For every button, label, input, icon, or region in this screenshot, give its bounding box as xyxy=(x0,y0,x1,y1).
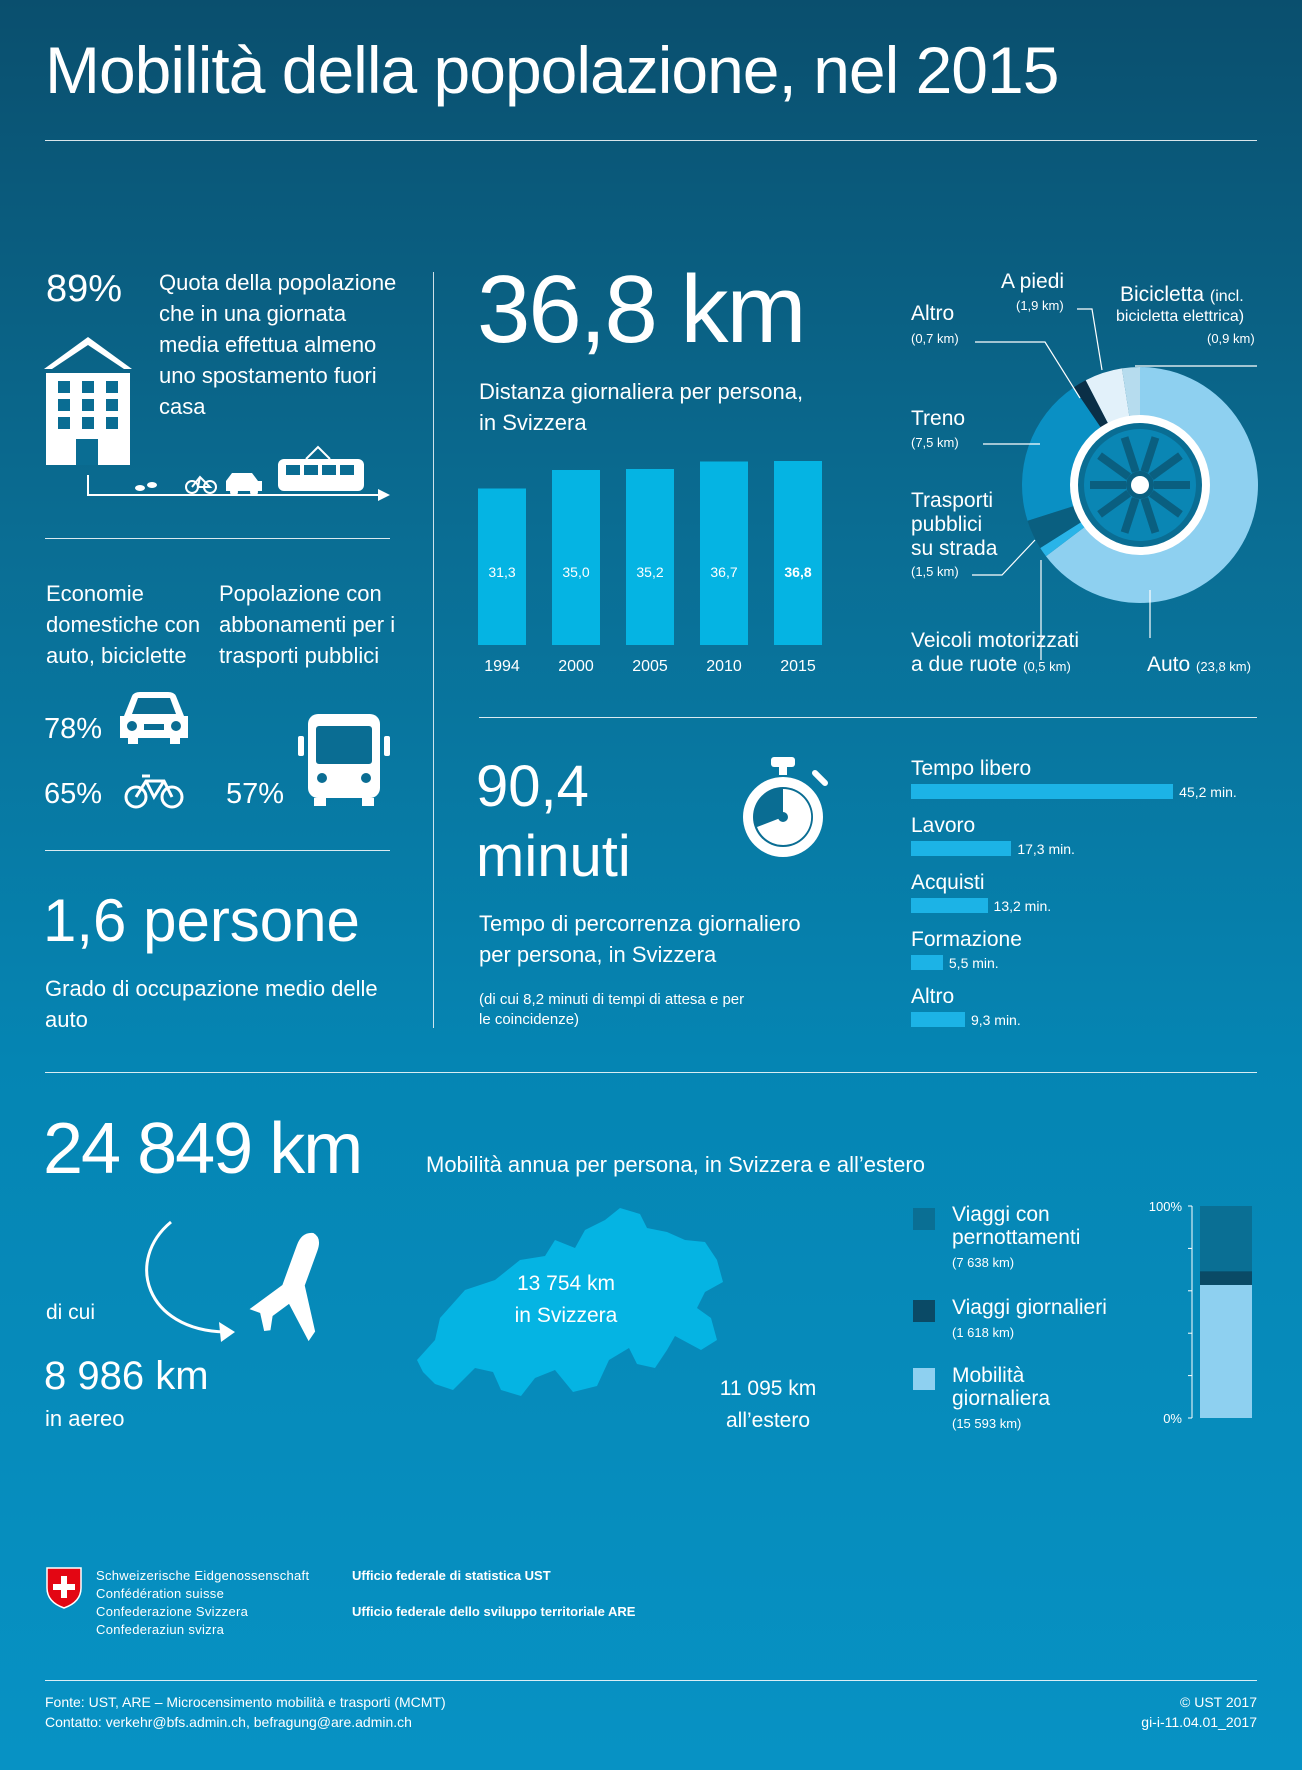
source-text: Fonte: UST, ARE – Microcensimento mobilità e trasporti (MCMT) xyxy=(45,1694,446,1710)
airplane-icon xyxy=(231,1230,356,1358)
pie-label-tps-1: Trasporti xyxy=(911,489,994,512)
households-label-pt: Popolazione con abbonamenti per i trasporti pubblici xyxy=(219,581,396,668)
bicycle-icon xyxy=(124,771,186,811)
legend-day-trips-1: Viaggi giornalieri xyxy=(952,1296,1107,1319)
divider xyxy=(479,717,1257,718)
graphic-code: gi-i-11.04.01_2017 xyxy=(1141,1714,1257,1730)
pie-label-auto-name: Auto xyxy=(1147,653,1191,676)
pie-value-treno: (7,5 km) xyxy=(911,435,959,450)
abroad-value: 11 095 km xyxy=(719,1377,817,1400)
households-label-car-bike: Economie domestiche con auto, biciclette xyxy=(46,581,201,668)
ch-text: in Svizzera xyxy=(514,1304,618,1327)
pie-label-moto-1: Veicoli motorizzati xyxy=(911,629,1080,652)
time-text: Tempo di percorrenza giornaliero per persona, in Svizzera xyxy=(479,911,801,967)
car-front-icon xyxy=(118,690,190,746)
bus-icon xyxy=(296,712,392,808)
divider xyxy=(45,140,1257,141)
pie-label-piedi: A piedi xyxy=(1001,270,1065,293)
pie-label-tps xyxy=(911,489,997,561)
pie-label-auto xyxy=(1147,653,1251,677)
car-icon xyxy=(226,473,262,496)
bar-2000 xyxy=(552,470,600,645)
building-icon xyxy=(44,337,132,465)
annual-value: 24 849 km xyxy=(43,1109,362,1189)
stack-segment-0 xyxy=(1200,1285,1252,1418)
pie-value-bici: (0,9 km) xyxy=(1207,331,1255,346)
mode-donut-chart xyxy=(1010,355,1270,615)
distance-value: 36,8 km xyxy=(477,256,805,363)
share-out-text: Quota della popolazione che in una giornata media effettua almeno uno spostamento fuori casa xyxy=(159,270,397,419)
bar-year-label: 2015 xyxy=(780,658,816,675)
bar-2005 xyxy=(626,469,674,645)
time-purpose-label: Tempo libero xyxy=(911,757,1032,780)
time-purpose-value: 9,3 min. xyxy=(970,1012,1021,1028)
annual-of-which: di cui xyxy=(46,1301,96,1324)
legend-swatch-overnight xyxy=(913,1208,935,1230)
time-purpose-bar xyxy=(911,955,943,970)
divider xyxy=(45,538,390,539)
bar-year-label: 2000 xyxy=(558,658,594,675)
time-value-unit: minuti xyxy=(476,824,631,889)
legend-overnight-value: (7 638 km) xyxy=(952,1255,1015,1270)
pie-label-tps-3: su strada xyxy=(911,537,998,560)
legend-swatch-daily xyxy=(913,1368,935,1390)
org-name-it: Confederazione Svizzera xyxy=(96,1604,249,1619)
plane-text: in aereo xyxy=(45,1406,125,1431)
abroad-distance xyxy=(700,1373,836,1437)
divider xyxy=(45,850,390,851)
stack-segment-1 xyxy=(1200,1271,1252,1285)
annual-stacked-bar xyxy=(1140,1200,1270,1430)
pie-label-moto xyxy=(911,629,1079,679)
bar-2015 xyxy=(774,461,822,645)
pie-label-altro: Altro xyxy=(911,302,955,325)
stopwatch-icon xyxy=(735,755,835,865)
org-name-rm: Confederaziun svizra xyxy=(96,1622,225,1637)
divider xyxy=(45,1072,1257,1073)
bar-year-label: 2010 xyxy=(706,658,742,675)
org-names xyxy=(96,1567,309,1639)
legend-daily-value: (15 593 km) xyxy=(952,1416,1022,1431)
bar-year-label: 2005 xyxy=(632,658,668,675)
pie-label-moto-2-text: a due ruote xyxy=(911,653,1018,676)
bicycle-icon xyxy=(186,477,216,493)
legend-day-trips-value: (1 618 km) xyxy=(952,1325,1015,1340)
divider xyxy=(45,1680,1257,1681)
legend-overnight-1: Viaggi con xyxy=(952,1203,1050,1226)
time-purpose-label: Acquisti xyxy=(911,871,985,894)
pie-label-bici-incl: (incl. xyxy=(1209,288,1244,305)
car-pct: 78% xyxy=(44,713,103,745)
wheel-icon xyxy=(1070,415,1210,555)
pie-label-tps-2: pubblici xyxy=(911,513,983,536)
time-purpose-value: 5,5 min. xyxy=(948,955,999,971)
time-purpose-label: Formazione xyxy=(911,928,1022,951)
org-name-fr: Confédération suisse xyxy=(96,1586,225,1601)
org-name-de: Schweizerische Eidgenossenschaft xyxy=(96,1568,310,1583)
swiss-shield-icon xyxy=(45,1566,83,1610)
plane-value: 8 986 km xyxy=(44,1354,209,1398)
pie-label-bici xyxy=(1120,283,1244,307)
distance-text: Distanza giornaliera per persona, in Svizzera xyxy=(479,379,804,435)
legend-day-trips xyxy=(952,1296,1107,1344)
bar-2010 xyxy=(700,462,748,646)
time-purpose-bar xyxy=(911,784,1173,799)
time-note: (di cui 8,2 minuti di tempi di attesa e per le coincidenze) xyxy=(479,991,745,1028)
pie-value-moto: (0,5 km) xyxy=(1023,659,1071,674)
time-value xyxy=(476,752,631,892)
bar-value-label: 31,3 xyxy=(488,564,516,580)
tram-icon xyxy=(278,447,364,491)
vertical-divider xyxy=(433,272,434,1028)
pie-label-moto-2 xyxy=(911,653,1079,679)
legend-overnight xyxy=(952,1203,1080,1274)
abroad-text: all’estero xyxy=(725,1409,811,1432)
legend-swatch-day-trips xyxy=(913,1300,935,1322)
stack-tick-label-top: 100% xyxy=(1148,1200,1182,1214)
bar-year-label: 1994 xyxy=(484,658,520,675)
time-purpose-value: 45,2 min. xyxy=(1179,784,1237,800)
share-out-pct: 89% xyxy=(46,268,123,310)
pie-label-treno: Treno xyxy=(911,407,966,430)
page-title: Mobilità della popolazione, nel 2015 xyxy=(45,33,1059,107)
footer-right xyxy=(1141,1692,1257,1732)
bar-value-label: 36,7 xyxy=(710,564,738,580)
legend-daily-2: giornaliera xyxy=(952,1387,1051,1410)
bar-value-label: 36,8 xyxy=(784,564,812,580)
annual-text: Mobilità annua per persona, in Svizzera e all’estero xyxy=(426,1152,925,1177)
footsteps-icon xyxy=(135,482,157,491)
plane-arrow-illustration xyxy=(135,1220,365,1360)
distance-bar-chart xyxy=(470,445,840,685)
occupancy-value: 1,6 persone xyxy=(43,887,360,954)
pie-label-bici-incl2: bicicletta elettrica) xyxy=(1116,308,1245,325)
pt-pct: 57% xyxy=(226,778,285,810)
office-ust: Ufficio federale di statistica UST xyxy=(352,1568,551,1583)
pie-value-auto: (23,8 km) xyxy=(1196,659,1251,674)
stack-tick-label-bottom: 0% xyxy=(1163,1411,1182,1426)
bar-value-label: 35,2 xyxy=(636,564,664,580)
time-purpose-bar xyxy=(911,841,1011,856)
bike-pct: 65% xyxy=(44,778,103,810)
copyright: © UST 2017 xyxy=(1180,1694,1257,1710)
legend-daily-1: Mobilità xyxy=(952,1364,1025,1387)
time-purpose-label: Lavoro xyxy=(911,814,976,837)
curved-arrow-icon xyxy=(147,1222,225,1332)
bar-value-label: 35,0 xyxy=(562,564,590,580)
time-value-number: 90,4 xyxy=(476,754,589,819)
pie-value-altro: (0,7 km) xyxy=(911,331,959,346)
pie-value-piedi: (1,9 km) xyxy=(1016,298,1064,313)
ch-value: 13 754 km xyxy=(516,1272,616,1295)
ch-distance xyxy=(505,1268,627,1332)
time-purpose-bar xyxy=(911,1012,965,1027)
legend-overnight-2: pernottamenti xyxy=(952,1226,1081,1249)
pie-value-tps: (1,5 km) xyxy=(911,564,959,579)
time-purpose-value: 13,2 min. xyxy=(993,898,1052,914)
arrow-icon xyxy=(378,489,390,501)
stack-segment-2 xyxy=(1200,1206,1252,1271)
footer-source xyxy=(45,1692,446,1732)
pie-label-bici-name: Bicicletta xyxy=(1120,283,1205,306)
time-purpose-label: Altro xyxy=(911,985,955,1008)
time-purpose-bar xyxy=(911,898,988,913)
office-are: Ufficio federale dello sviluppo territoriale ARE xyxy=(352,1604,636,1619)
building-transport-illustration xyxy=(40,335,400,505)
time-purpose-value: 17,3 min. xyxy=(1017,841,1075,857)
occupancy-text: Grado di occupazione medio delle auto xyxy=(45,976,378,1032)
contact-text: Contatto: verkehr@bfs.admin.ch, befragung@are.admin.ch xyxy=(45,1714,412,1730)
legend-daily xyxy=(952,1364,1050,1435)
